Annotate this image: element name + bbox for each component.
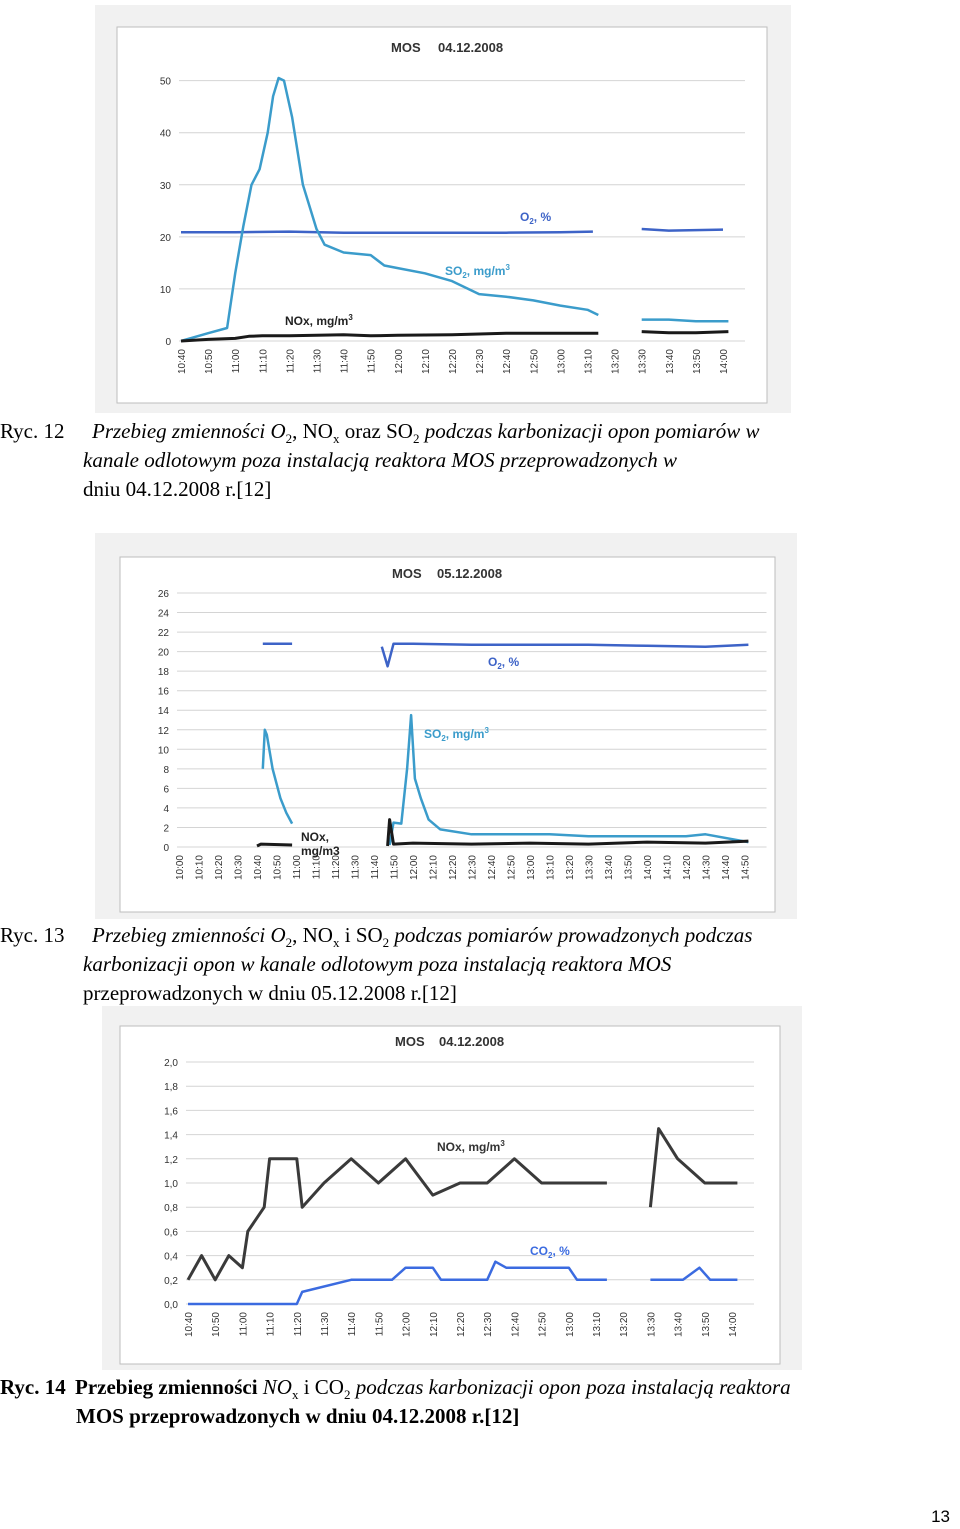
x-tick-label: 12:50 xyxy=(529,349,541,375)
y-tick-label: 1,0 xyxy=(164,1179,178,1190)
y-tick-label: 50 xyxy=(159,76,171,88)
chart-12 xyxy=(95,5,791,413)
x-tick-label: 13:50 xyxy=(691,349,703,375)
x-tick-label: 14:00 xyxy=(643,855,654,881)
figure-14 xyxy=(102,1006,802,1370)
x-tick-label: 11:20 xyxy=(292,1312,304,1337)
x-tick-label: 13:00 xyxy=(556,349,568,375)
caption-lead: Ryc. 13 xyxy=(0,923,65,947)
x-tick-label: 11:20 xyxy=(285,349,297,374)
x-tick-label: 11:20 xyxy=(331,855,342,880)
x-tick-label: 10:50 xyxy=(272,855,284,881)
caption-text-cont xyxy=(83,446,677,504)
caption-13 xyxy=(0,921,960,1011)
x-tick-label: 14:30 xyxy=(701,855,713,881)
x-tick-label: 11:40 xyxy=(370,855,381,880)
y-tick-label: 4 xyxy=(163,803,169,815)
y-tick-label: 12 xyxy=(157,725,169,737)
x-tick-label: 12:30 xyxy=(483,1312,495,1338)
caption-14 xyxy=(0,1373,960,1433)
y-tick-label: 1,8 xyxy=(164,1082,178,1094)
y-tick-label: 26 xyxy=(157,589,169,600)
y-tick-label: 0 xyxy=(163,843,169,854)
y-tick-label: 40 xyxy=(159,128,171,140)
y-tick-label: 6 xyxy=(163,784,169,796)
x-tick-label: 13:20 xyxy=(565,855,576,881)
x-tick-label: 11:10 xyxy=(311,855,323,880)
y-tick-label: 0,8 xyxy=(164,1203,178,1215)
x-tick-label: 10:50 xyxy=(211,1312,223,1338)
x-tick-label: 12:30 xyxy=(475,349,487,375)
y-tick-label: 22 xyxy=(157,628,169,640)
chart-title-left: MOS xyxy=(391,40,421,55)
y-tick-label: 0,6 xyxy=(164,1227,178,1239)
series-line-0 xyxy=(642,229,723,231)
y-tick-label: 2 xyxy=(163,823,169,835)
y-tick-label: 0 xyxy=(165,337,171,348)
x-tick-label: 11:50 xyxy=(374,1312,386,1337)
o2-series-label: $O_2$, % xyxy=(520,210,552,226)
x-tick-label: 10:20 xyxy=(214,855,225,881)
x-tick-label: 13:00 xyxy=(526,855,537,881)
y-tick-label: 10 xyxy=(159,284,171,296)
so2-series-label: $SO_2$, $mg/m^3$ xyxy=(424,726,489,743)
x-tick-label: 12:40 xyxy=(510,1312,522,1338)
y-tick-label: 0,4 xyxy=(164,1251,178,1263)
x-tick-label: 10:30 xyxy=(233,855,245,881)
caption-line-2: karbonizacji opon w kanale odlotowym poza instalacją reaktora MOS xyxy=(83,952,672,976)
caption-line-3: dniu 04.12.2008 r.[12] xyxy=(83,477,272,501)
x-tick-label: 11:40 xyxy=(347,1312,359,1337)
x-tick-label: 11:30 xyxy=(320,1312,331,1337)
x-tick-label: 13:10 xyxy=(545,855,557,881)
y-tick-label: 1,6 xyxy=(164,1106,178,1118)
x-tick-label: 12:30 xyxy=(467,855,479,881)
x-tick-label: 13:40 xyxy=(604,855,615,881)
y-tick-label: 1,2 xyxy=(164,1154,178,1166)
x-tick-label: 12:50 xyxy=(506,855,518,881)
x-tick-label: 11:40 xyxy=(339,349,351,374)
x-tick-label: 11:00 xyxy=(238,1312,250,1337)
x-tick-label: 13:10 xyxy=(583,349,595,375)
y-tick-label: 20 xyxy=(159,232,171,244)
y-tick-label: 14 xyxy=(157,706,169,718)
x-tick-label: 12:50 xyxy=(537,1312,549,1338)
chart-title-right: 05.12.2008 xyxy=(437,566,503,581)
x-tick-label: 13:50 xyxy=(700,1312,712,1338)
caption-lead: Ryc. 12 xyxy=(0,419,65,443)
x-tick-label: 11:10 xyxy=(265,1312,277,1337)
nox-series-label: NOx, $mg/m^3$ xyxy=(285,313,353,328)
x-tick-label: 12:20 xyxy=(448,349,459,375)
x-tick-label: 11:30 xyxy=(350,855,362,880)
plot-frame xyxy=(117,27,767,403)
x-tick-label: 13:40 xyxy=(673,1312,685,1338)
x-tick-label: 10:40 xyxy=(177,349,188,375)
chart-13 xyxy=(95,533,797,919)
x-tick-label: 12:00 xyxy=(393,349,405,375)
y-tick-label: 8 xyxy=(163,764,169,776)
x-tick-label: 10:00 xyxy=(175,855,186,881)
y-tick-label: 24 xyxy=(157,608,169,620)
x-tick-label: 12:10 xyxy=(428,1312,440,1338)
x-tick-label: 11:00 xyxy=(292,855,303,880)
co2-series-label: $CO_2$, % xyxy=(530,1244,570,1260)
x-tick-label: 10:50 xyxy=(204,349,216,375)
chart-title-right: 04.12.2008 xyxy=(438,40,504,55)
x-tick-label: 10:40 xyxy=(184,1312,195,1338)
x-tick-label: 11:10 xyxy=(258,349,270,374)
x-tick-label: 12:20 xyxy=(448,855,459,881)
so2-series-label: $SO_2$, $mg/m^3$ xyxy=(445,263,510,280)
x-tick-labels xyxy=(184,1312,739,1337)
x-tick-label: 12:10 xyxy=(420,349,432,375)
x-tick-label: 12:00 xyxy=(409,855,420,881)
x-tick-label: 12:40 xyxy=(487,855,498,881)
figure-13 xyxy=(95,533,797,919)
x-tick-label: 11:00 xyxy=(231,349,243,374)
caption-line-3: przeprowadzonych w dniu 05.12.2008 r.[12] xyxy=(83,981,457,1005)
chart-title-left: MOS xyxy=(392,566,422,581)
x-tick-label: 13:00 xyxy=(564,1312,576,1338)
nox-series-label-unit: mg/m3 xyxy=(301,844,340,858)
y-tick-label: 0,2 xyxy=(164,1275,178,1287)
y-tick-label: 1,4 xyxy=(164,1130,178,1142)
caption-line-2: kanale odlotowym poza instalacją reaktora MOS przeprowadzonych w xyxy=(83,448,677,472)
x-tick-label: 13:10 xyxy=(592,1312,603,1338)
chart-title-left: MOS xyxy=(395,1034,425,1049)
x-tick-label: 14:50 xyxy=(740,855,752,881)
caption-text-cont xyxy=(76,1402,519,1431)
x-tick-label: 14:00 xyxy=(728,1312,739,1338)
x-tick-label: 13:30 xyxy=(637,349,649,375)
x-tick-label: 13:20 xyxy=(619,1312,631,1338)
x-tick-label: 13:50 xyxy=(623,855,635,881)
figure-12 xyxy=(95,5,791,413)
chart-title-right: 04.12.2008 xyxy=(439,1034,505,1049)
caption-lead: Ryc. 14 xyxy=(0,1375,66,1399)
x-tick-labels xyxy=(177,349,730,374)
nox-series-label: NOx, xyxy=(301,830,330,844)
x-tick-label: 12:10 xyxy=(428,855,440,881)
x-tick-label: 14:40 xyxy=(721,855,732,881)
o2-series-label: $O_2$, % xyxy=(488,655,520,671)
caption-12 xyxy=(0,417,960,507)
y-tick-label: 20 xyxy=(157,647,169,659)
caption-line-2: MOS przeprowadzonych w dniu 04.12.2008 r.[12] xyxy=(76,1404,520,1428)
x-tick-label: 11:50 xyxy=(366,349,378,374)
x-tick-label: 13:40 xyxy=(664,349,676,375)
y-tick-label: 10 xyxy=(157,745,169,757)
x-tick-label: 13:30 xyxy=(646,1312,658,1338)
x-tick-label: 12:00 xyxy=(401,1312,413,1338)
x-tick-label: 10:40 xyxy=(253,855,264,881)
series-line-2 xyxy=(642,332,729,333)
y-tick-label: 30 xyxy=(159,180,171,192)
x-tick-label: 13:20 xyxy=(610,349,622,375)
chart-14 xyxy=(102,1006,802,1370)
x-tick-label: 14:20 xyxy=(682,855,693,881)
x-tick-label: 11:50 xyxy=(389,855,401,880)
x-tick-label: 12:20 xyxy=(456,1312,467,1338)
caption-line-1: Przebieg zmienności $O_2$, $NO_x$ oraz $SO_2$ podczas karbonizacji opon pomiarów w xyxy=(92,419,760,447)
caption-line-1: Przebieg zmienności $NO_x$ i $CO_2$ podczas karbonizacji opon poza instalacją reaktora xyxy=(75,1375,791,1403)
x-tick-label: 12:40 xyxy=(502,349,514,375)
caption-text-cont xyxy=(83,950,671,1008)
y-tick-label: 0,0 xyxy=(164,1300,178,1311)
x-tick-label: 13:30 xyxy=(584,855,596,881)
x-tick-label: 14:10 xyxy=(662,855,674,881)
y-tick-label: 2,0 xyxy=(164,1058,178,1069)
x-tick-label: 11:30 xyxy=(312,349,324,374)
caption-line-1: Przebieg zmienności $O_2$, $NO_x$ i $SO_2$ podczas pomiarów prowadzonych podczas xyxy=(92,923,753,951)
x-tick-label: 14:00 xyxy=(719,349,730,375)
nox-series-label: NOx, $mg/m^3$ xyxy=(437,1139,505,1154)
y-tick-label: 18 xyxy=(157,667,169,679)
x-tick-label: 10:10 xyxy=(194,855,206,881)
page-number: 13 xyxy=(931,1507,950,1526)
y-tick-label: 16 xyxy=(157,686,169,698)
